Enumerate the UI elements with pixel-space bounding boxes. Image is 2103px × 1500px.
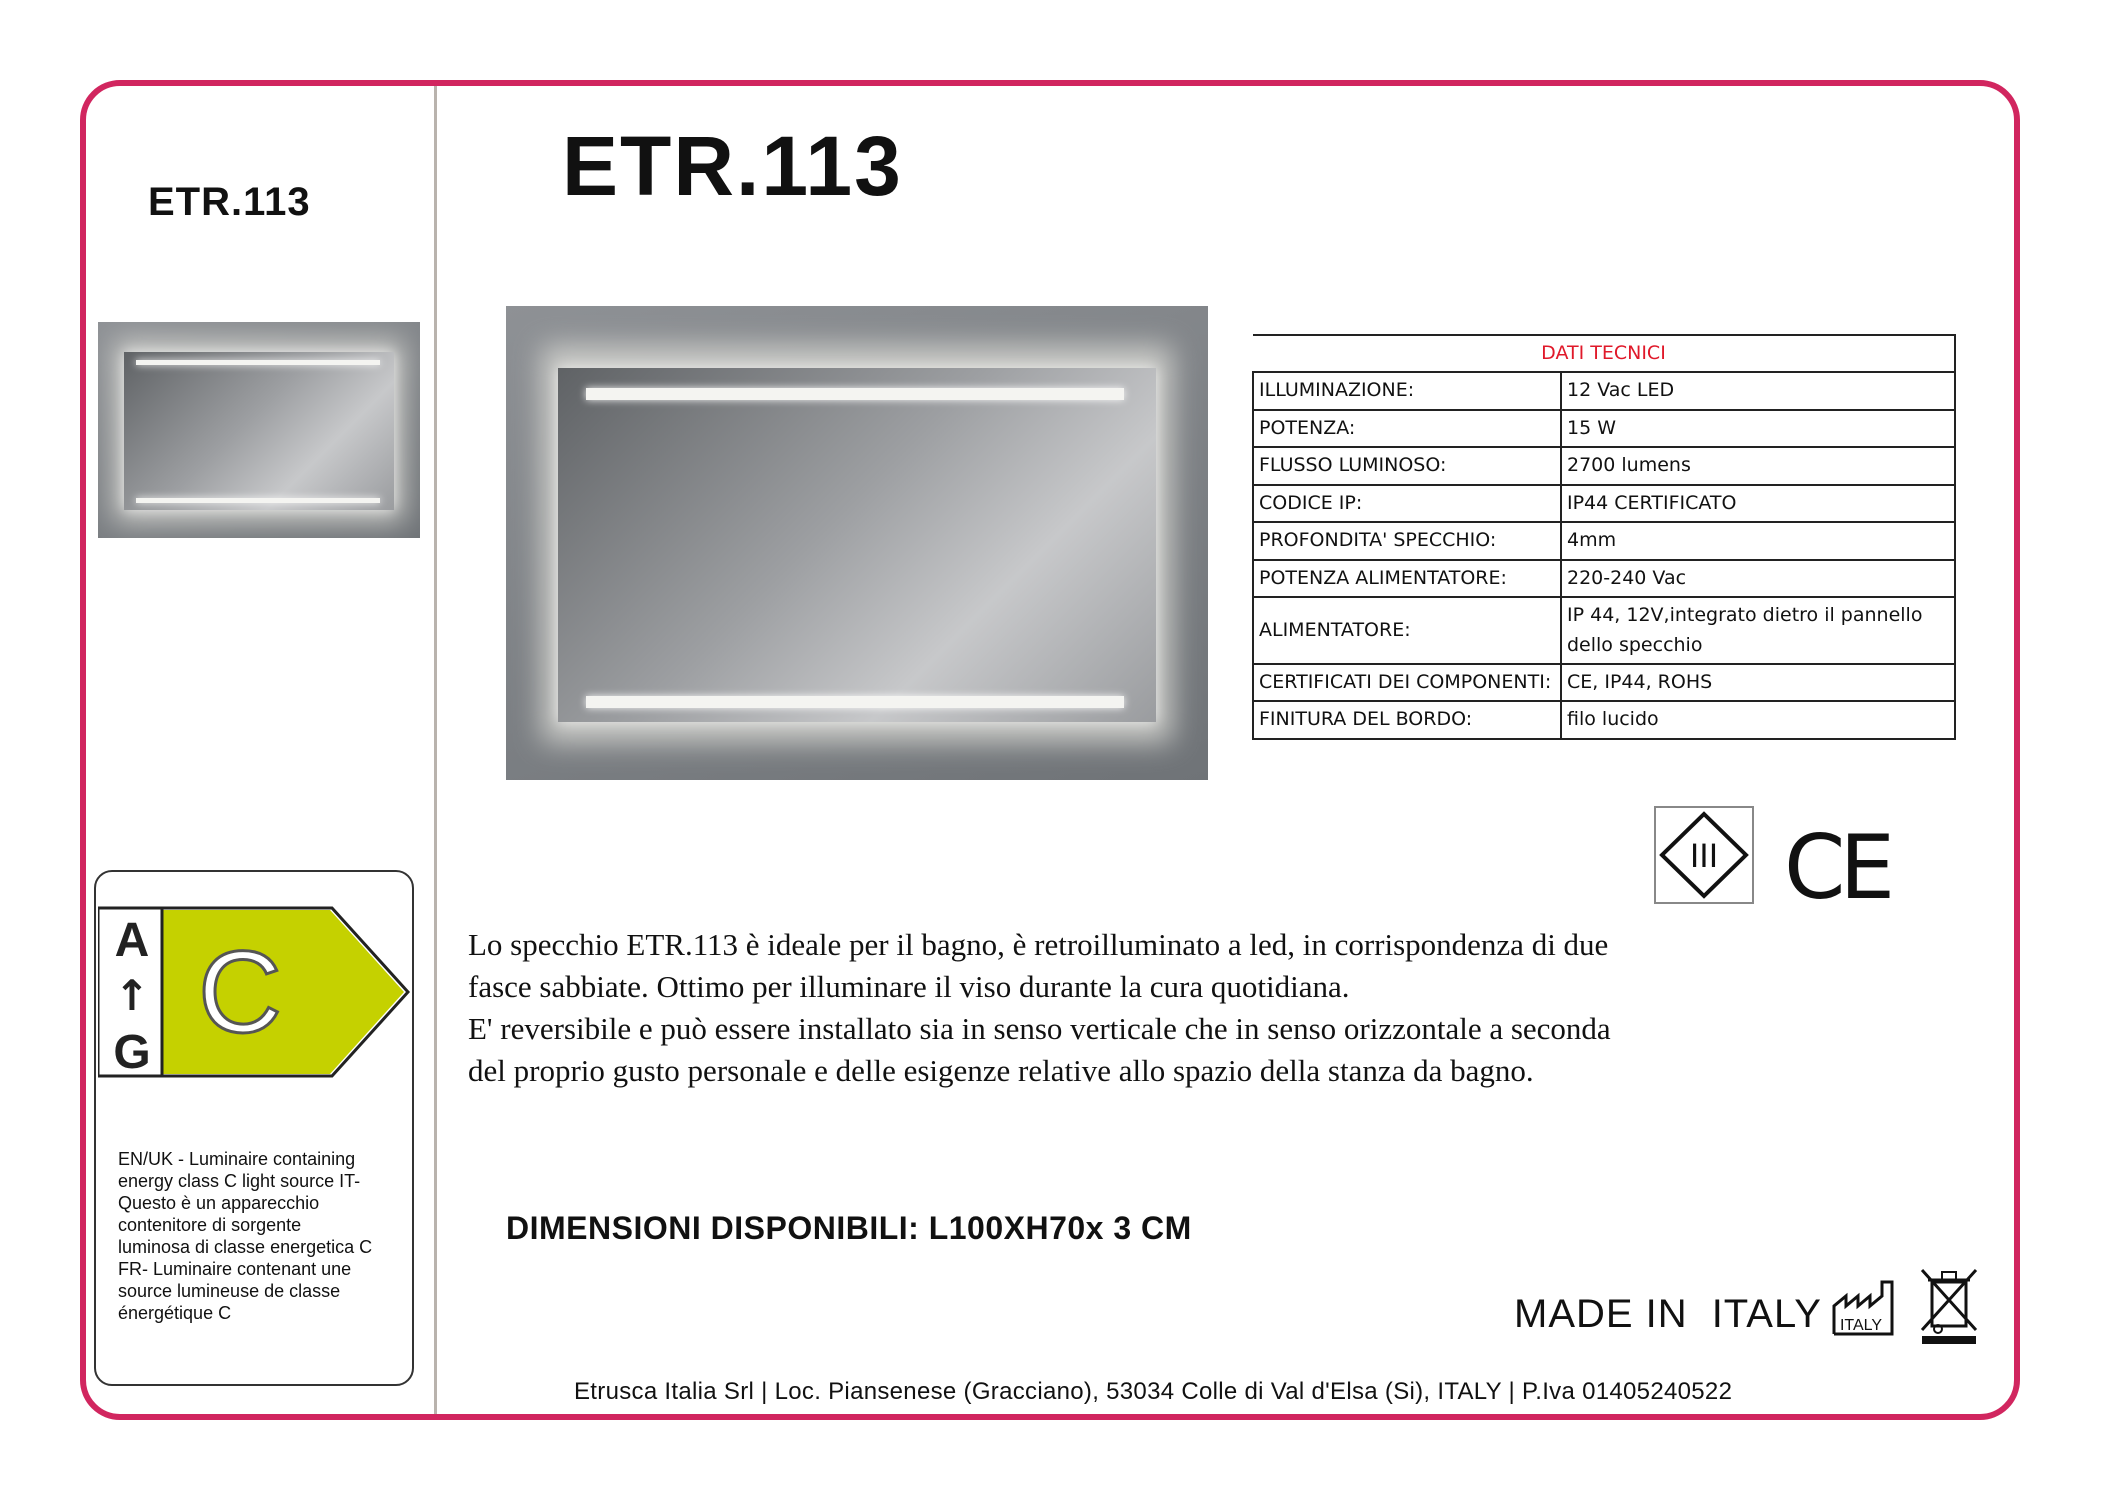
page-title: ETR.113 [562, 119, 903, 213]
class-iii-symbol-icon [1654, 806, 1754, 904]
specs-header: DATI TECNICI [1253, 335, 1955, 372]
energy-class-letter: C [198, 927, 282, 1057]
table-row: CERTIFICATI DEI COMPONENTI: CE, IP44, ROHS [1253, 664, 1955, 701]
table-row: FLUSSO LUMINOSO: 2700 lumens [1253, 447, 1955, 484]
table-row: PROFONDITA' SPECCHIO: 4mm [1253, 522, 1955, 559]
mirror-thumbnail-image [98, 322, 420, 538]
class-iii-label: III [1689, 837, 1719, 875]
energy-scale-top: A [114, 914, 150, 967]
table-row: ILLUMINAZIONE: 12 Vac LED [1253, 372, 1955, 409]
mirror-product-image [506, 306, 1208, 780]
made-in-italy: MADE IN ITALY [1514, 1292, 1822, 1336]
ce-mark-icon: CE [1784, 816, 1890, 919]
energy-scale-arrow-icon: ↑ [114, 971, 150, 1020]
factory-icon-label: ITALY [1839, 1317, 1883, 1334]
table-row: ALIMENTATORE: IP 44, 12V,integrato dietro il pannello dello specchio [1253, 597, 1955, 664]
sidebar-product-code: ETR.113 [148, 180, 311, 224]
available-dimensions: DIMENSIONI DISPONIBILI: L100XH70x 3 CM [506, 1210, 1192, 1246]
energy-scale-bottom: G [113, 1026, 151, 1079]
table-row: POTENZA ALIMENTATORE: 220-240 Vac [1253, 560, 1955, 597]
technical-specs-table [1252, 334, 1956, 740]
product-description: Lo specchio ETR.113 è ideale per il bagno, è retroilluminato a led, in corrispondenza di due fasce sabbiate. Ottimo per illuminare il viso durante la cura quotidiana. E' reversibile e può essere installato sia in senso verticale che in senso orizzontale a seconda del proprio gusto personale e delle esigenze relative allo spazio della stanza da bagno. [468, 927, 1611, 1088]
energy-class-label [98, 906, 410, 1082]
energy-label-text: EN/UK - Luminaire containing energy class C light source IT- Questo è un apparecchio contenitore di sorgente luminosa di classe energetica C FR- Luminaire contenant une source lumineuse de classe énergétique C [118, 1149, 373, 1323]
table-row: CODICE IP: IP44 CERTIFICATO [1253, 485, 1955, 522]
weee-bin-icon [1918, 1266, 1980, 1346]
factory-icon [1830, 1276, 1896, 1338]
table-row: POTENZA: 15 W [1253, 410, 1955, 447]
table-row: FINITURA DEL BORDO: filo lucido [1253, 701, 1955, 738]
column-divider [434, 86, 437, 1414]
company-footer: Etrusca Italia Srl | Loc. Piansenese (Gracciano), 53034 Colle di Val d'Elsa (Si), ITALY | P.Iva 01405240522 [574, 1378, 1733, 1405]
